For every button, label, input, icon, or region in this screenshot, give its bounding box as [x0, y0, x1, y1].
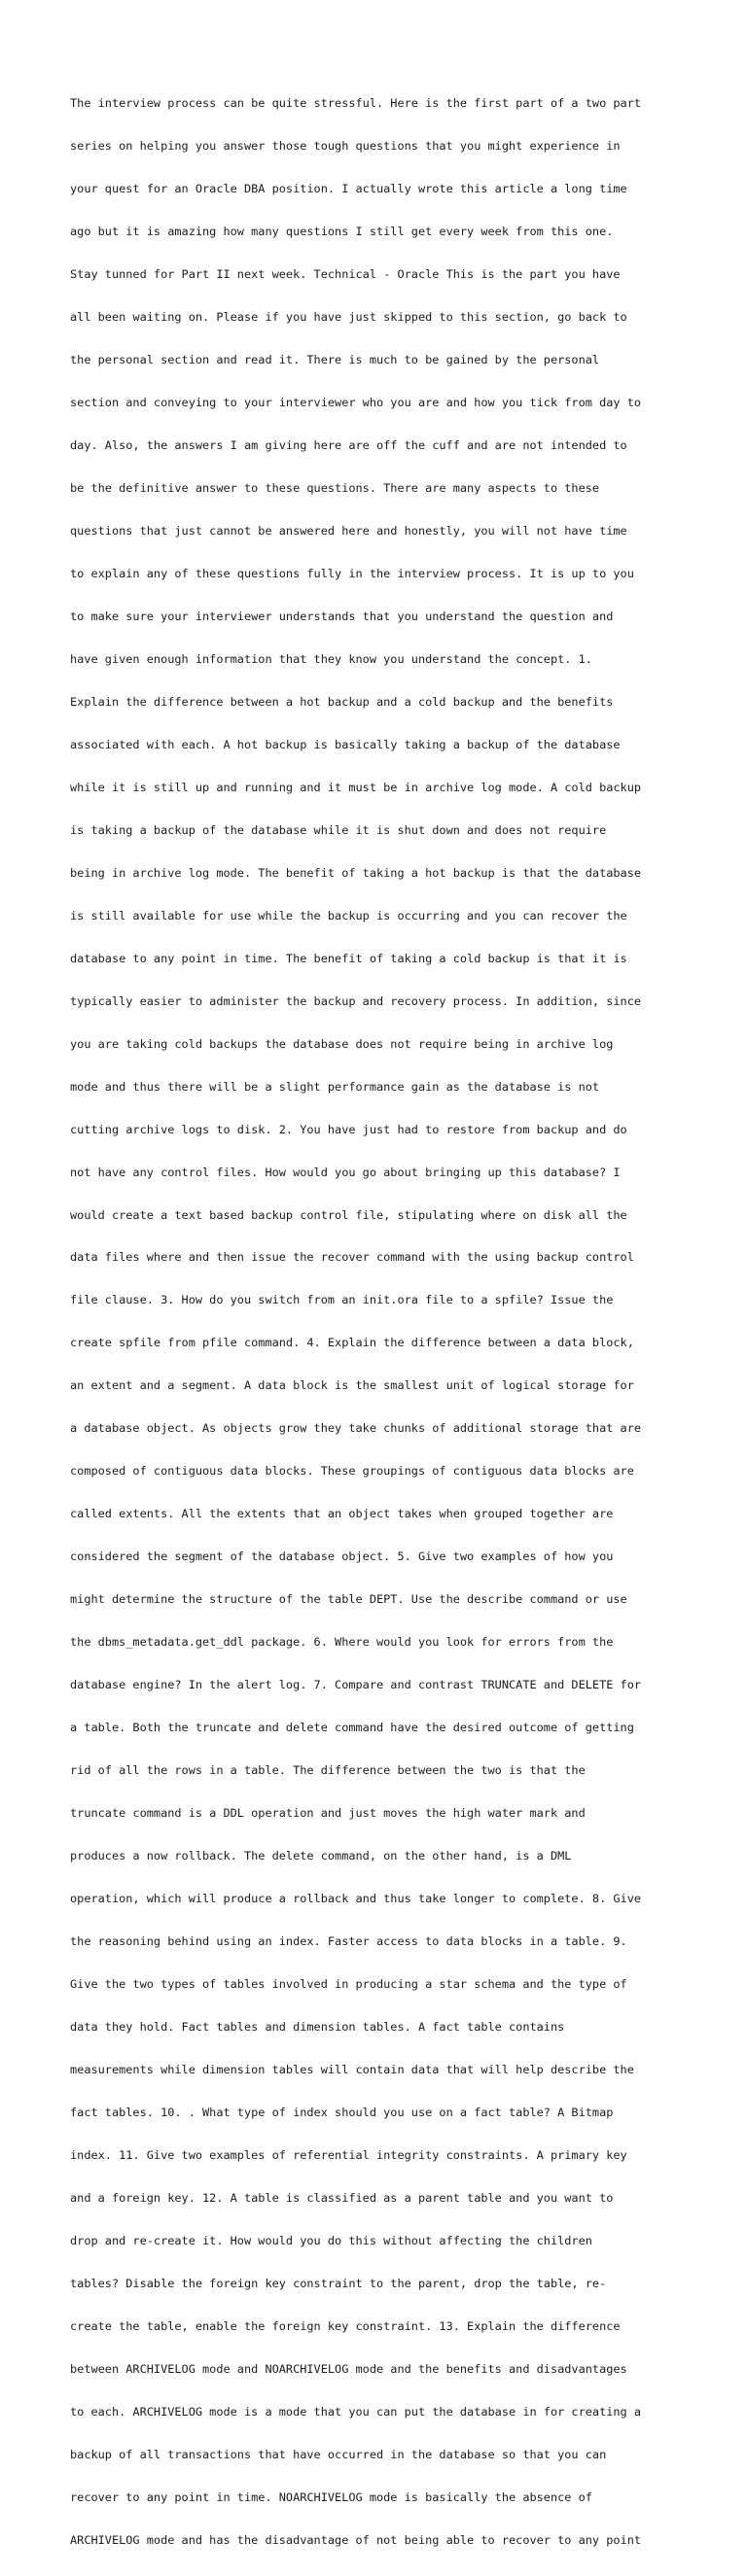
text-line: data they hold. Fact tables and dimension tables. A fact table contains	[70, 2019, 565, 2034]
text-line: file clause. 3. How do you switch from an init.ora file to a spfile? Issue the	[70, 1293, 614, 1307]
text-line: might determine the structure of the table DEPT. Use the describe command or use	[70, 1592, 627, 1607]
text-line: between ARCHIVELOG mode and NOARCHIVELOG mode and the benefits and disadvantages	[70, 2361, 627, 2376]
text-line: the reasoning behind using an index. Faster access to data blocks in a table. 9.	[70, 1933, 627, 1948]
text-line: the personal section and read it. There is much to be gained by the personal	[70, 353, 600, 367]
text-line: day. Also, the answers I am giving here are off the cuff and are not intended to	[70, 438, 627, 453]
text-line: questions that just cannot be answered here and honestly, you will not have time	[70, 524, 627, 538]
text-line: associated with each. A hot backup is basically taking a backup of the database	[70, 737, 621, 751]
text-line: produces a now rollback. The delete command, on the other hand, is a DML	[70, 1849, 572, 1863]
text-line: mode and thus there will be a slight performance gain as the database is not	[70, 1079, 600, 1094]
text-line: typically easier to administer the backup and recovery process. In addition, since	[70, 993, 642, 1008]
text-line: operation, which will produce a rollback and thus take longer to complete. 8. Give	[70, 1892, 642, 1905]
text-line: your quest for an Oracle DBA position. I actually wrote this article a long time	[70, 182, 627, 196]
text-line: tables? Disable the foreign key constraint to the parent, drop the table, re-	[70, 2276, 607, 2290]
text-line: create spfile from pfile command. 4. Explain the difference between a data block,	[70, 1336, 634, 1350]
text-line: series on helping you answer those tough questions that you might experience in	[70, 139, 621, 154]
text-line: drop and re-create it. How would you do this without affecting the children	[70, 2233, 592, 2247]
text-line: Give the two types of tables involved in producing a star schema and the type of	[70, 1976, 627, 1991]
text-line: The interview process can be quite stressful. Here is the first part of a two part	[70, 96, 642, 111]
text-line: would create a text based backup control file, stipulating where on disk all the	[70, 1207, 627, 1222]
text-line: database engine? In the alert log. 7. Compare and contrast TRUNCATE and DELETE for	[70, 1678, 642, 1692]
text-line: is taking a backup of the database while it is shut down and does not require	[70, 822, 607, 837]
text-line: database to any point in time. The benefit of taking a cold backup is that it is	[70, 951, 627, 965]
text-line: data files where and then issue the recover command with the using backup control	[70, 1250, 634, 1265]
text-line: create the table, enable the foreign key constraint. 13. Explain the difference	[70, 2318, 621, 2333]
text-line: called extents. All the extents that an object takes when grouped together are	[70, 1507, 614, 1521]
text-line: measurements while dimension tables will contain data that will help describe the	[70, 2062, 634, 2076]
text-line: ago but it is amazing how many questions I still get every week from this one.	[70, 225, 614, 239]
text-line: composed of contiguous data blocks. These groupings of contiguous data blocks are	[70, 1464, 634, 1479]
text-line: is still available for use while the backup is occurring and you can recover the	[70, 908, 627, 922]
text-line: truncate command is a DDL operation and just moves the high water mark and	[70, 1806, 586, 1821]
text-line: and a foreign key. 12. A table is classified as a parent table and you want to	[70, 2190, 614, 2205]
text-line: to explain any of these questions fully in the interview process. It is up to you	[70, 566, 634, 580]
text-line: an extent and a segment. A data block is the smallest unit of logical storage for	[70, 1378, 634, 1393]
text-line: to make sure your interviewer understands that you understand the question and	[70, 609, 614, 623]
body-text	[70, 68, 677, 2576]
text-line: cutting archive logs to disk. 2. You have just had to restore from backup and do	[70, 1122, 627, 1136]
text-line: fact tables. 10. . What type of index should you use on a fact table? A Bitmap	[70, 2105, 614, 2119]
text-line: backup of all transactions that have occurred in the database so that you can	[70, 2447, 607, 2461]
document-page	[70, 68, 677, 2547]
text-line: Explain the difference between a hot backup and a cold backup and the benefits	[70, 694, 614, 709]
text-line: not have any control files. How would you go about bringing up this database? I	[70, 1165, 621, 1179]
text-line: the dbms_metadata.get_ddl package. 6. Where would you look for errors from the	[70, 1635, 614, 1650]
text-line: all been waiting on. Please if you have just skipped to this section, go back to	[70, 310, 627, 325]
text-line: you are taking cold backups the database does not require being in archive log	[70, 1036, 614, 1051]
text-line: a table. Both the truncate and delete command have the desired outcome of getting	[70, 1721, 634, 1735]
text-line: section and conveying to your interviewer who you are and how you tick from day to	[70, 396, 642, 410]
text-line: to each. ARCHIVELOG mode is a mode that you can put the database in for creating a	[70, 2404, 642, 2419]
text-line: considered the segment of the database object. 5. Give two examples of how you	[70, 1549, 614, 1564]
text-line: rid of all the rows in a table. The difference between the two is that the	[70, 1763, 586, 1778]
text-line: be the definitive answer to these questions. There are many aspects to these	[70, 481, 600, 496]
text-line: a database object. As objects grow they take chunks of additional storage that are	[70, 1421, 642, 1436]
text-line: being in archive log mode. The benefit of taking a hot backup is that the database	[70, 865, 642, 880]
text-line: Stay tunned for Part II next week. Technical - Oracle This is the part you have	[70, 267, 621, 282]
text-line: have given enough information that they know you understand the concept. 1.	[70, 651, 592, 666]
text-line: while it is still up and running and it must be in archive log mode. A cold backup	[70, 780, 642, 794]
text-line: index. 11. Give two examples of referential integrity constraints. A primary key	[70, 2147, 627, 2162]
text-line: recover to any point in time. NOARCHIVELOG mode is basically the absence of	[70, 2489, 592, 2504]
text-line: ARCHIVELOG mode and has the disadvantage of not being able to recover to any point	[70, 2532, 642, 2547]
